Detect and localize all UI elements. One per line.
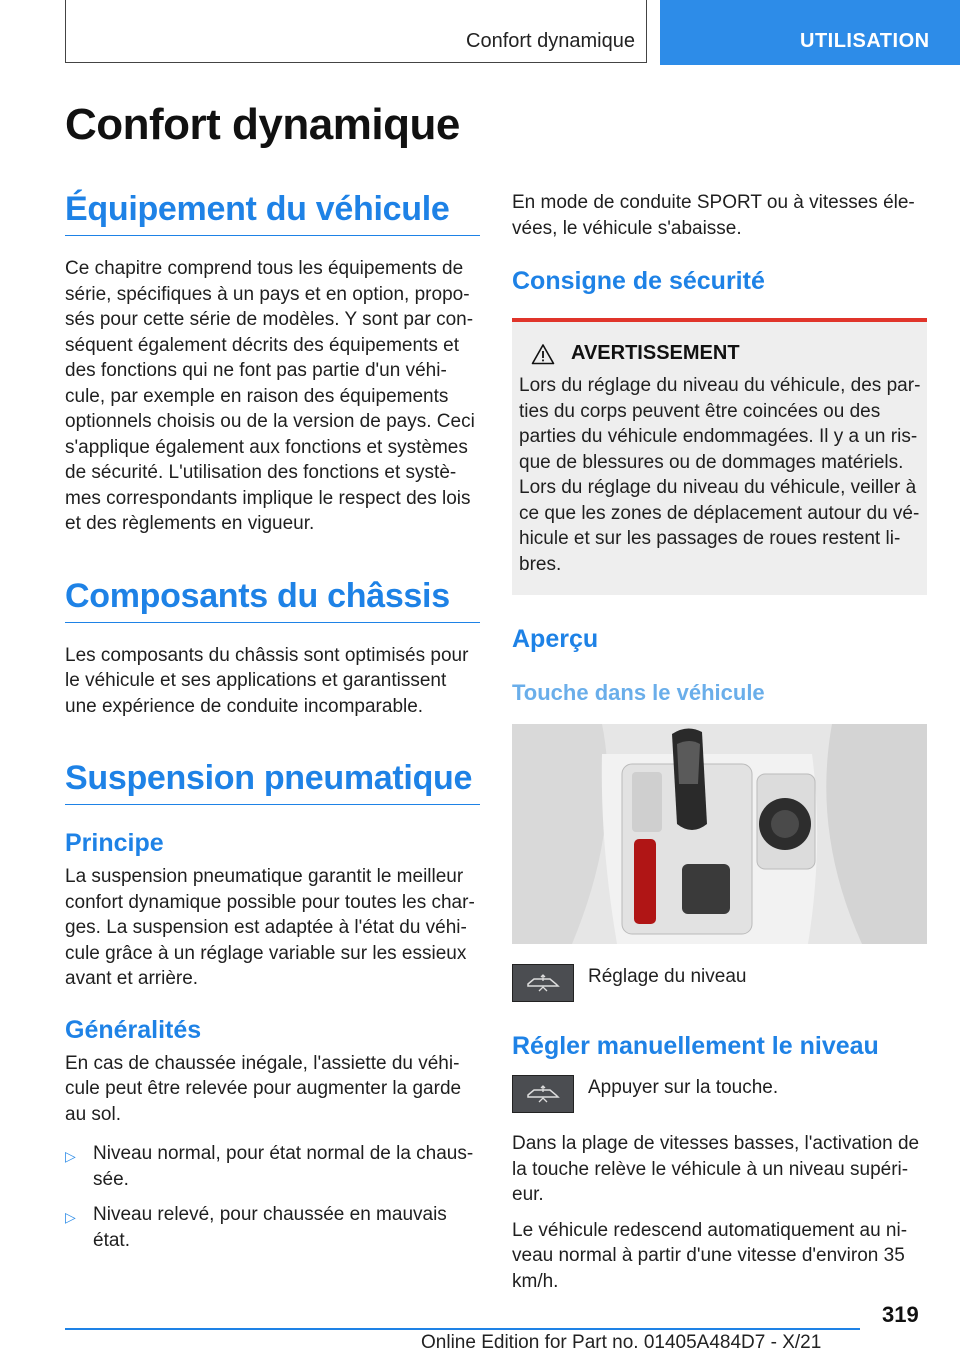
page-title: Confort dynamique — [65, 100, 460, 149]
equipement-paragraph: Ce chapitre comprend tous les équipements de série, spécifiques à un pays et en option, proposés pour cette série de modèles. Y sont par conséquent également décrits des équipements et des fonctions qui ne font pas partie d'un véhicule, par exemple en raison des équipements optionnels choisis ou de la version de pays. Ceci s'applique également aux fonctions et systèmes de sécurité. L'utilisation des fonctions et systèmes correspondants implique le respect des lois et des règlements en vigueur. — [65, 258, 475, 534]
heading-chassis: Composants du châssis — [65, 577, 480, 623]
bullet-text: Niveau relevé, pour chaussée en mauvais état. — [93, 1204, 447, 1251]
warning-triangle-icon — [531, 343, 555, 365]
header-section-title: Confort dynamique — [466, 30, 635, 52]
vehicle-level-icon — [512, 964, 574, 1002]
warning-header — [531, 342, 921, 365]
heading-regler-niveau: Régler manuellement le niveau — [512, 1032, 879, 1060]
left-column — [65, 190, 480, 1253]
low-speed-paragraph: Dans la plage de vitesses basses, l'activation de la touche relève le véhicule à un niveau supérieur. — [512, 1133, 920, 1205]
chassis-paragraph: Les composants du châssis sont optimisés pour le véhicule et ses applications et garantissent une expérience de conduite incomparable. — [65, 644, 469, 717]
triangle-bullet-icon: ▷ — [65, 1209, 76, 1225]
triangle-bullet-icon: ▷ — [65, 1148, 76, 1164]
warning-title: AVERTISSEMENT — [571, 342, 740, 364]
generalites-paragraph: En cas de chaussée inégale, l'assiette du véhicule peut être relevée pour augmenter la garde au sol. — [65, 1052, 462, 1125]
header-chapter-tab — [660, 0, 960, 65]
warning-box — [512, 318, 927, 595]
level-key-caption: Réglage du niveau — [588, 966, 747, 987]
level-key-legend — [512, 964, 927, 1002]
principe-paragraph: La suspension pneumatique garantit le meilleur confort dynamique possible pour toutes les charges. La suspension est adaptée à l'état du véhicule grâce à un réglage variable sur les essieux avant et arrière. — [65, 866, 475, 989]
heading-generalites: Généralités — [65, 1015, 202, 1044]
page-number: 319 — [882, 1302, 919, 1327]
warning-text: Lors du réglage du niveau du véhicule, des parties du corps peuvent être coincées ou des parties du véhicule endommagées. Il y a un risque de blessures ou de dommages matériels. Lors du réglage du niveau du véhicule, veiller à ce que les zones de déplacement autour du véhicule et sur les passages de roues restent libres. — [519, 375, 921, 575]
center-console-photo — [512, 724, 927, 944]
heading-touche: Touche dans le véhicule — [512, 680, 765, 705]
center-console-illustration — [512, 724, 927, 944]
heading-suspension: Suspension pneumatique — [65, 759, 480, 805]
right-column — [512, 190, 927, 1294]
press-key-text: Appuyer sur la touche. — [588, 1077, 779, 1098]
heading-principe: Principe — [65, 829, 164, 857]
heading-consigne-securite: Consigne de sécurité — [512, 267, 765, 295]
footer-edition: Online Edition for Part no. 01405A484D7 - X/21 — [421, 1332, 822, 1353]
chapter-label: UTILISATION — [800, 30, 930, 52]
footer-rule — [65, 1328, 860, 1330]
list-item — [65, 1141, 480, 1192]
auto-lower-paragraph: Le véhicule redescend automatiquement au niveau normal à partir d'une vitesse d'environ 35 km/h. — [512, 1219, 908, 1292]
press-key-instruction — [512, 1075, 927, 1113]
bullet-text: Niveau normal, pour état normal de la chaussée. — [93, 1143, 474, 1190]
list-item — [65, 1202, 480, 1253]
vehicle-level-icon — [512, 1075, 574, 1113]
heading-apercu: Aperçu — [512, 625, 599, 653]
heading-equipement: Équipement du véhicule — [65, 190, 480, 236]
sport-paragraph: En mode de conduite SPORT ou à vitesses élevées, le véhicule s'abaisse. — [512, 192, 915, 239]
